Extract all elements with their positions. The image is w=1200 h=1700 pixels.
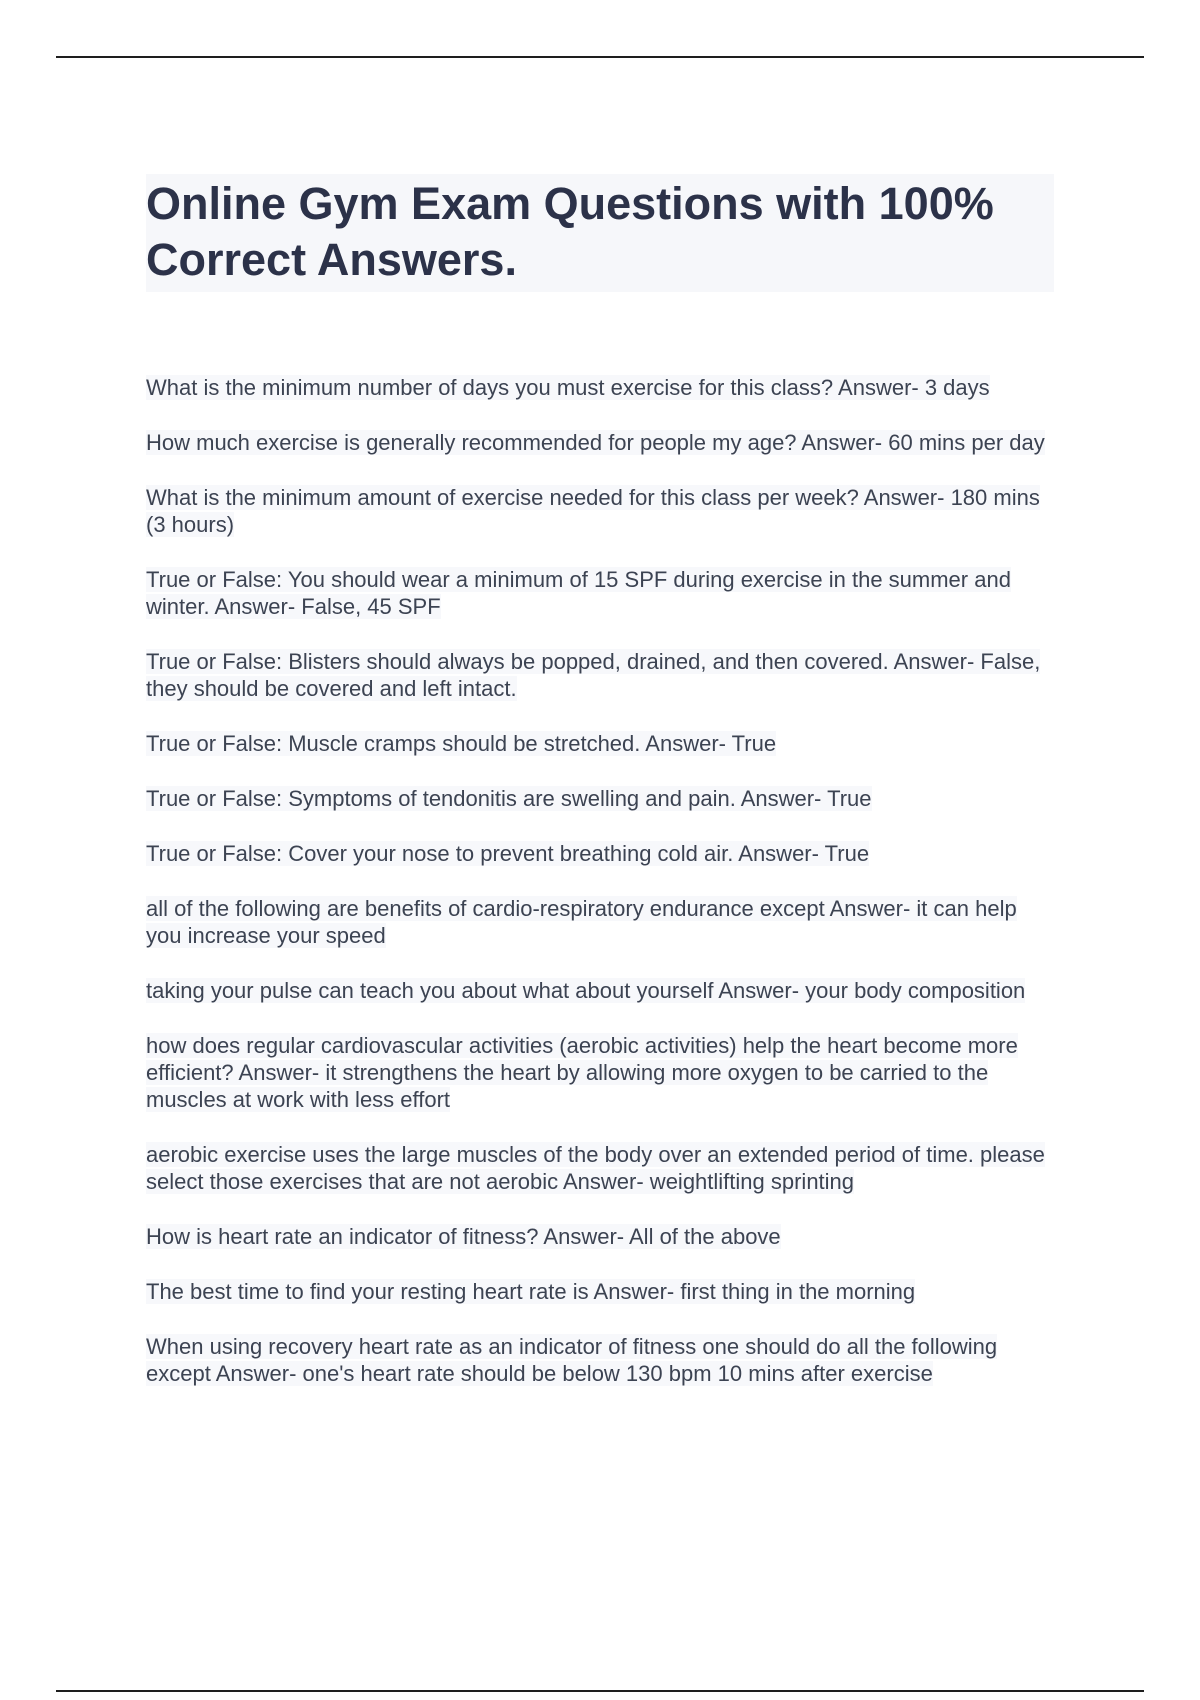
document-body xyxy=(146,174,1054,1415)
qa-item: True or False: Cover your nose to prevent breathing cold air. Answer- True xyxy=(146,841,870,866)
qa-item: How much exercise is generally recommended for people my age? Answer- 60 mins per day xyxy=(146,430,1045,455)
qa-item: True or False: Blisters should always be popped, drained, and then covered. Answer- False, they should be covered and left intact. xyxy=(146,649,1041,701)
qa-item: The best time to find your resting heart rate is Answer- first thing in the morning xyxy=(146,1279,916,1304)
qa-item: all of the following are benefits of cardio-respiratory endurance except Answer- it can help you increase your speed xyxy=(146,896,1017,948)
qa-item: aerobic exercise uses the large muscles of the body over an extended period of time. please select those exercises that are not aerobic Answer- weightlifting sprinting xyxy=(146,1142,1045,1194)
qa-item: True or False: You should wear a minimum of 15 SPF during exercise in the summer and winter. Answer- False, 45 SPF xyxy=(146,567,1011,619)
document-title: Online Gym Exam Questions with 100% Correct Answers. xyxy=(146,174,1054,292)
qa-item: When using recovery heart rate as an indicator of fitness one should do all the following except Answer- one's heart rate should be below 130 bpm 10 mins after exercise xyxy=(146,1334,998,1386)
bottom-rule xyxy=(56,1690,1144,1692)
top-rule xyxy=(56,56,1144,58)
qa-item: True or False: Muscle cramps should be stretched. Answer- True xyxy=(146,731,777,756)
qa-item: What is the minimum number of days you must exercise for this class? Answer- 3 days xyxy=(146,375,990,400)
qa-item: What is the minimum amount of exercise needed for this class per week? Answer- 180 mins (3 hours) xyxy=(146,485,1040,537)
qa-item: how does regular cardiovascular activities (aerobic activities) help the heart become more efficient? Answer- it strengthens the heart by allowing more oxygen to be carried to the muscles at work with less effort xyxy=(146,1033,1018,1112)
qa-list xyxy=(146,374,1054,1387)
qa-item: taking your pulse can teach you about what about yourself Answer- your body composition xyxy=(146,978,1026,1003)
qa-item: How is heart rate an indicator of fitness? Answer- All of the above xyxy=(146,1224,781,1249)
qa-item: True or False: Symptoms of tendonitis are swelling and pain. Answer- True xyxy=(146,786,872,811)
